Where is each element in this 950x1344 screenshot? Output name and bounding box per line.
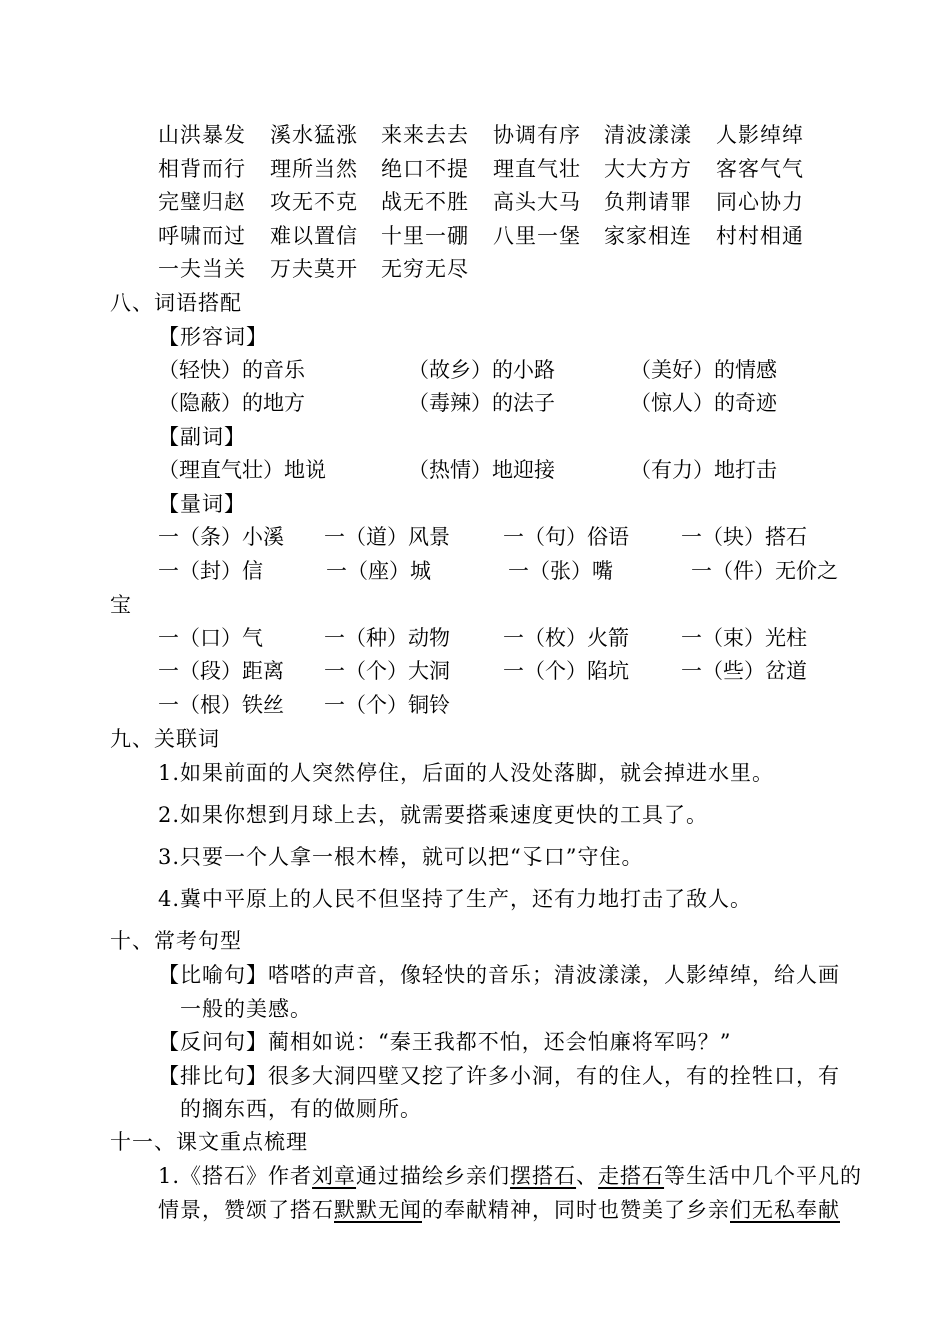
idiom-row bbox=[158, 254, 848, 288]
idiom: 清波漾漾 bbox=[604, 123, 692, 147]
collocation: （毒辣）的法子 bbox=[408, 391, 555, 415]
measure-word-wrap: 宝 bbox=[110, 593, 131, 617]
idiom: 十里一硼 bbox=[381, 223, 469, 248]
conjunction-sentence: 4.冀中平原上的人民不但坚持了生产，还有力地打击了敌人。 bbox=[158, 887, 753, 911]
measure-word: 一（封）信 bbox=[158, 559, 263, 583]
measure-word: 一（件）无价之 bbox=[691, 559, 838, 583]
idiom: 溪水猛涨 bbox=[270, 123, 358, 147]
measure-row bbox=[158, 522, 858, 552]
collocation: （理直气壮）地说 bbox=[158, 458, 326, 482]
measure-row bbox=[158, 623, 858, 653]
pattern-text-wrap: 的搁东西，有的做厕所。 bbox=[180, 1097, 422, 1121]
measure-word: 一（条）小溪 bbox=[158, 525, 284, 549]
measure-word: 一（根）铁丝 bbox=[158, 693, 284, 717]
measure-word: 一（个）大洞 bbox=[324, 659, 450, 683]
subsection-label: 【量词】 bbox=[158, 492, 246, 516]
key-phrase: 摆搭石 bbox=[510, 1164, 577, 1188]
idiom-row bbox=[158, 154, 848, 188]
idiom: 相背而行 bbox=[158, 156, 246, 181]
measure-word: 一（枚）火箭 bbox=[503, 626, 629, 650]
conjunction-sentence: 3.只要一个人拿一根木棒，就可以把“孓口”守住。 bbox=[158, 845, 644, 869]
measure-word: 一（座）城 bbox=[326, 559, 431, 583]
pattern-label: 【反问句】 bbox=[158, 1030, 268, 1054]
pattern-label: 【比喻句】 bbox=[158, 963, 268, 987]
author-name: 刘章 bbox=[312, 1164, 357, 1188]
pattern-label: 【排比句】 bbox=[158, 1064, 268, 1088]
idiom: 人影绰绰 bbox=[716, 123, 804, 147]
collocation: （隐蔽）的地方 bbox=[158, 391, 305, 415]
key-phrase: 们无私奉献 bbox=[730, 1198, 840, 1222]
key-phrase: 默默无闻 bbox=[334, 1198, 422, 1222]
collocation-row bbox=[158, 355, 858, 385]
summary-line bbox=[158, 1195, 840, 1225]
key-phrase: 走搭石 bbox=[598, 1164, 665, 1188]
summary-text: 情景，赞颂了搭石 bbox=[158, 1198, 334, 1222]
section-heading: 十一、课文重点梳理 bbox=[110, 1130, 308, 1154]
idiom-row bbox=[158, 221, 848, 255]
idiom: 大大方方 bbox=[604, 156, 692, 181]
idiom: 负荆请罪 bbox=[604, 190, 692, 215]
idiom: 无穷无尽 bbox=[381, 257, 469, 282]
idiom: 同心协力 bbox=[716, 190, 804, 215]
idiom-list bbox=[158, 120, 848, 288]
idiom: 协调有序 bbox=[493, 123, 581, 147]
measure-word: 一（个）陷坑 bbox=[503, 659, 629, 683]
idiom: 一夫当关 bbox=[158, 257, 246, 282]
pattern-text: 很多大洞四壁又挖了许多小洞，有的住人，有的拴牲口，有 bbox=[268, 1064, 840, 1088]
collocation: （轻快）的音乐 bbox=[158, 358, 305, 382]
idiom: 家家相连 bbox=[604, 223, 692, 248]
idiom: 山洪暴发 bbox=[158, 123, 246, 147]
conjunction-sentence: 2.如果你想到月球上去，就需要搭乘速度更快的工具了。 bbox=[158, 803, 709, 827]
summary-text: 、 bbox=[576, 1164, 599, 1188]
idiom: 难以置信 bbox=[270, 223, 358, 248]
measure-word: 一（个）铜铃 bbox=[324, 693, 450, 717]
section-heading: 八、词语搭配 bbox=[110, 291, 242, 315]
measure-row bbox=[158, 690, 858, 720]
idiom: 绝口不提 bbox=[381, 156, 469, 181]
conjunction-sentence: 1.如果前面的人突然停住，后面的人没处落脚，就会掉进水里。 bbox=[158, 761, 775, 785]
measure-word: 一（块）搭石 bbox=[681, 525, 807, 549]
measure-word: 一（段）距离 bbox=[158, 659, 284, 683]
collocation-row bbox=[158, 388, 858, 418]
idiom-row bbox=[158, 120, 848, 154]
sentence-pattern bbox=[158, 960, 840, 990]
collocation: （故乡）的小路 bbox=[408, 358, 555, 382]
idiom: 来来去去 bbox=[381, 123, 469, 147]
measure-word: 一（些）岔道 bbox=[681, 659, 807, 683]
idiom: 完璧归赵 bbox=[158, 190, 246, 215]
pattern-text: 嗒嗒的声音，像轻快的音乐；清波漾漾，人影绰绰，给人画 bbox=[268, 963, 840, 987]
idiom: 万夫莫开 bbox=[270, 257, 358, 282]
idiom: 呼啸而过 bbox=[158, 223, 246, 248]
idiom: 客客气气 bbox=[716, 156, 804, 181]
summary-text: 的奉献精神，同时也赞美了乡亲 bbox=[422, 1198, 730, 1222]
subsection-label: 【副词】 bbox=[158, 425, 246, 449]
section-heading: 十、常考句型 bbox=[110, 929, 242, 953]
idiom: 战无不胜 bbox=[381, 190, 469, 215]
idiom: 高头大马 bbox=[493, 190, 581, 215]
measure-word: 一（张）嘴 bbox=[508, 559, 613, 583]
measure-word: 一（种）动物 bbox=[324, 626, 450, 650]
section-heading: 九、关联词 bbox=[110, 727, 220, 751]
summary-text: 通过描绘乡亲们 bbox=[356, 1164, 511, 1188]
summary-line bbox=[158, 1161, 862, 1191]
sentence-pattern bbox=[158, 1027, 731, 1057]
collocation: （惊人）的奇迹 bbox=[630, 391, 777, 415]
measure-word: 一（道）风景 bbox=[324, 525, 450, 549]
pattern-text-wrap: 一般的美感。 bbox=[180, 997, 312, 1021]
summary-text: 等生活中几个平凡的 bbox=[664, 1164, 863, 1188]
idiom: 理所当然 bbox=[270, 156, 358, 181]
measure-word: 一（句）俗语 bbox=[503, 525, 629, 549]
idiom: 八里一堡 bbox=[493, 223, 581, 248]
subsection-label: 【形容词】 bbox=[158, 325, 268, 349]
measure-word: 一（束）光柱 bbox=[681, 626, 807, 650]
collocation: （热情）地迎接 bbox=[408, 458, 555, 482]
collocation-row bbox=[158, 455, 858, 485]
measure-word: 一（口）气 bbox=[158, 626, 263, 650]
sentence-pattern bbox=[158, 1061, 840, 1091]
idiom: 村村相通 bbox=[716, 223, 804, 248]
collocation: （有力）地打击 bbox=[630, 458, 777, 482]
measure-row bbox=[158, 656, 858, 686]
summary-text: 1.《搭石》作者 bbox=[158, 1164, 313, 1188]
collocation: （美好）的情感 bbox=[630, 358, 777, 382]
pattern-text: 蔺相如说：“秦王我都不怕，还会怕廉将军吗？” bbox=[268, 1030, 732, 1054]
idiom: 攻无不克 bbox=[270, 190, 358, 215]
measure-row bbox=[158, 556, 858, 586]
idiom: 理直气壮 bbox=[493, 156, 581, 181]
idiom-row bbox=[158, 187, 848, 221]
